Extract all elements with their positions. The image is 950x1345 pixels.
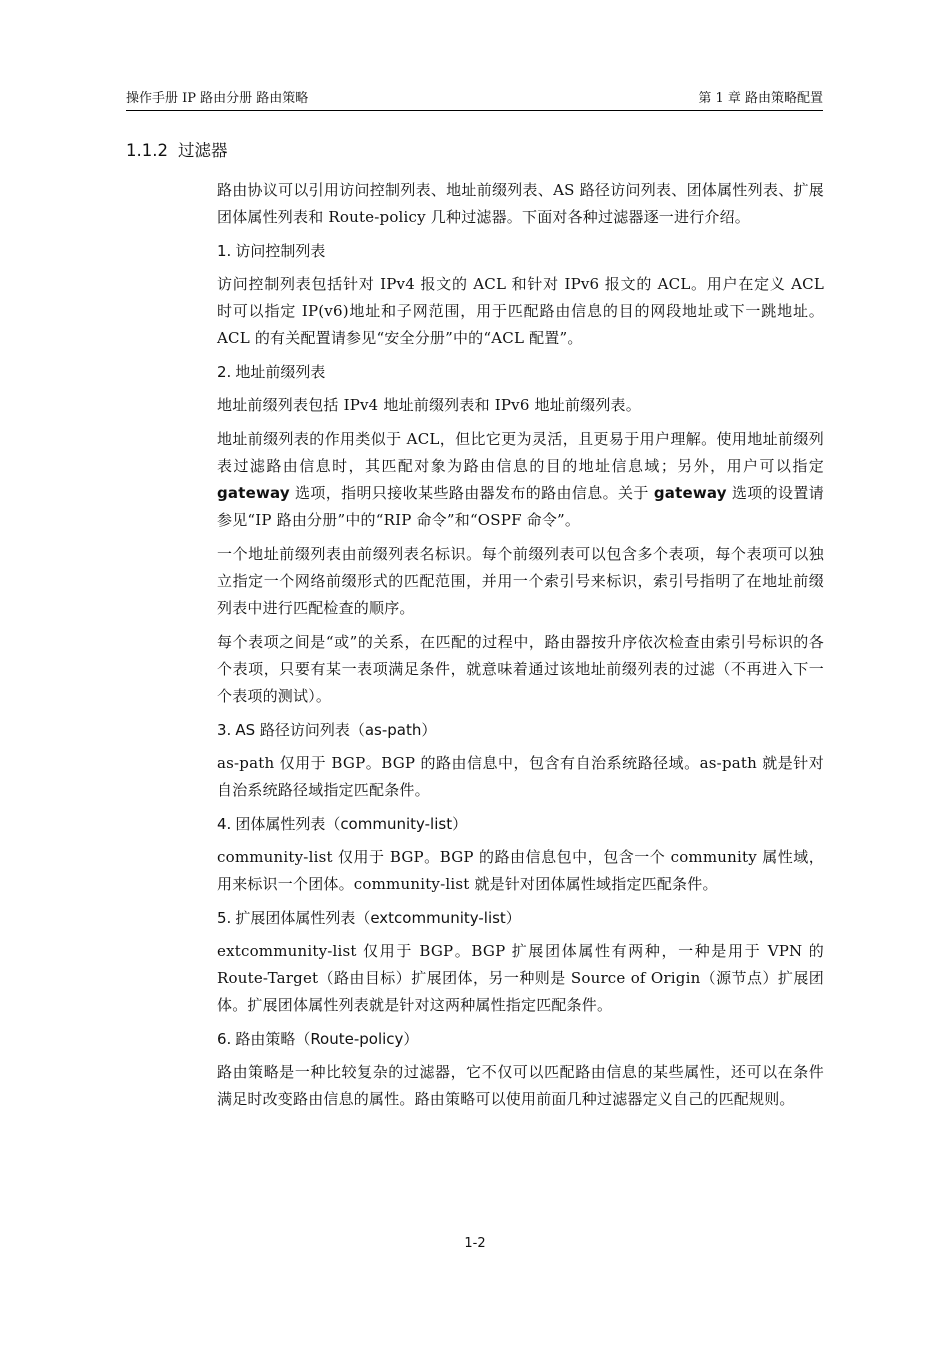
page-header (126, 88, 823, 111)
acl-paragraph: 访问控制列表包括针对 IPv4 报文的 ACL 和针对 IPv6 报文的 ACL。用户在定义 ACL 时可以指定 IP(v6)地址和子网范围，用于匹配路由信息的目的网段地址或下一跳地址。ACL 的有关配置请参见“安全分册”中的“ACL 配置”。 (217, 275, 824, 347)
intro-paragraph: 路由协议可以引用访问控制列表、地址前缀列表、AS 路径访问列表、团体属性列表、扩展团体属性列表和 Route-policy 几种过滤器。下面对各种过滤器逐一进行介绍。 (217, 181, 824, 226)
subsection-heading-acl (217, 238, 824, 264)
section-number: 1.1.2 (126, 141, 168, 160)
page-number: 1-2 (464, 1236, 486, 1251)
subsection-number: 5. (217, 909, 232, 927)
subsection-number: 3. (217, 721, 232, 739)
keyword-gateway: gateway (217, 484, 290, 502)
subsection-heading-community-list (217, 811, 824, 837)
subsection-title: AS 路径访问列表（as-path） (235, 721, 437, 739)
subsection-number: 6. (217, 1030, 232, 1048)
subsection-title: 访问控制列表 (235, 242, 326, 260)
subsection-number: 2. (217, 363, 232, 381)
subsection-title: 扩展团体属性列表（extcommunity-list） (235, 909, 521, 927)
subsection-number: 1. (217, 242, 232, 260)
subsection-title: 团体属性列表（community-list） (235, 815, 468, 833)
section-title-text: 过滤器 (177, 141, 228, 160)
prefix-list-paragraph-2 (217, 426, 824, 534)
subsection-number: 4. (217, 815, 232, 833)
section-title (126, 137, 227, 161)
as-path-paragraph: as-path 仅用于 BGP。BGP 的路由信息中，包含有自治系统路径域。as-path 就是针对自治系统路径域指定匹配条件。 (217, 754, 824, 799)
text-run: 选项的设置请参见“IP 路由分册”中的“RIP 命令”和“OSPF 命令”。 (217, 484, 824, 529)
community-list-paragraph: community-list 仅用于 BGP。BGP 的路由信息包中，包含一个 community 属性域，用来标识一个团体。community-list 就是针对团体属性域指定匹配条件。 (217, 848, 824, 893)
text-run: 地址前缀列表的作用类似于 ACL，但比它更为灵活，且更易于用户理解。使用地址前缀列表过滤路由信息时，其匹配对象为路由信息的目的地址信息域；另外，用户可以指定 (217, 430, 824, 475)
extcommunity-list-paragraph: extcommunity-list 仅用于 BGP。BGP 扩展团体属性有两种，一种是用于 VPN 的 Route-Target（路由目标）扩展团体，另一种则是 Source of Origin（源节点）扩展团体。扩展团体属性列表就是针对这两种属性指定匹配条件。 (217, 942, 824, 1014)
subsection-heading-prefix-list (217, 359, 824, 385)
route-policy-paragraph: 路由策略是一种比较复杂的过滤器，它不仅可以匹配路由信息的某些属性，还可以在条件满足时改变路由信息的属性。路由策略可以使用前面几种过滤器定义自己的匹配规则。 (217, 1063, 824, 1108)
subsection-title: 路由策略（Route-policy） (235, 1030, 419, 1048)
subsection-heading-extcommunity-list (217, 905, 824, 931)
prefix-list-paragraph-4: 每个表项之间是“或”的关系，在匹配的过程中，路由器按升序依次检查由索引号标识的各个表项，只要有某一表项满足条件，就意味着通过该地址前缀列表的过滤（不再进入下一个表项的测试）。 (217, 633, 824, 705)
header-breadcrumb: 操作手册 IP 路由分册 路由策略 (126, 91, 309, 106)
keyword-gateway: gateway (653, 484, 727, 502)
section-content (217, 177, 824, 1120)
text-run: 选项，指明只接收某些路由器发布的路由信息。关于 (289, 484, 654, 502)
subsection-heading-as-path (217, 717, 824, 743)
prefix-list-paragraph-1: 地址前缀列表包括 IPv4 地址前缀列表和 IPv6 地址前缀列表。 (217, 396, 641, 414)
subsection-heading-route-policy (217, 1026, 824, 1052)
header-chapter: 第 1 章 路由策略配置 (698, 91, 823, 106)
subsection-title: 地址前缀列表 (235, 363, 326, 381)
prefix-list-paragraph-3: 一个地址前缀列表由前缀列表名标识。每个前缀列表可以包含多个表项，每个表项可以独立指定一个网络前缀形式的匹配范围，并用一个索引号来标识，索引号指明了在地址前缀列表中进行匹配检查的顺序。 (217, 545, 824, 617)
